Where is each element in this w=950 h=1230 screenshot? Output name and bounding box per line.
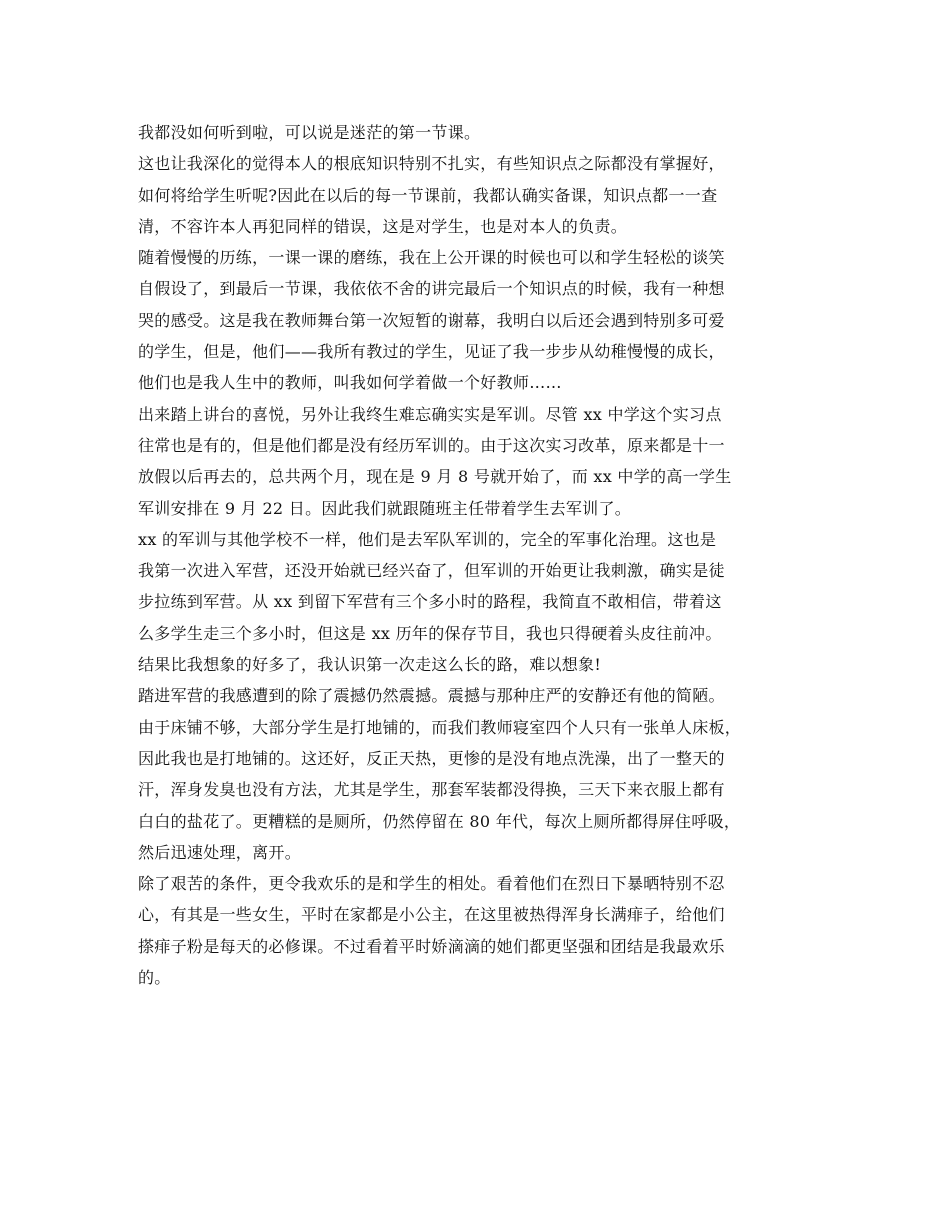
text-line: 的学生，但是，他们——我所有教过的学生，见证了我一步步从幼稚慢慢的成长， [138,342,725,362]
text-line: 我第一次进入军营，还没开始就已经兴奋了，但军训的开始更让我刺激，确实是徒 [138,561,725,581]
document-body [138,117,828,993]
text-line: 我都没如何听到啦，可以说是迷茫的第一节课。 [138,123,481,142]
text-line: 步拉练到军营。从 xx 到留下军营有三个多小时的路程，我简直不敢相信，带着这 [138,592,722,612]
text-line: 如何将给学生听呢?因此在以后的每一节课前，我都认确实备课，知识点都一一查 [138,185,718,205]
text-line: 这也让我深化的觉得本人的根底知识特别不扎实，有些知识点之际都没有掌握好， [138,154,725,174]
text-line: 搽痱子粉是每天的必修课。不过看着平时娇滴滴的她们都更坚强和团结是我最欢乐 [138,936,725,956]
text-line: xx 的军训与其他学校不一样，他们是去军队军训的，完全的军事化治理。这也是 [138,529,717,549]
text-line: 随着慢慢的历练，一课一课的磨练，我在上公开课的时候也可以和学生轻松的谈笑 [138,248,725,268]
text-line: 因此我也是打地铺的。这还好，反正天热，更惨的是没有地点洗澡，出了一整天的 [138,748,725,768]
text-line: 心，有其是一些女生，平时在家都是小公主，在这里被热得浑身长满痱子，给他们 [138,905,725,925]
text-line: 的。 [138,968,171,988]
text-line: 汗，浑身发臭也没有方法，尤其是学生，那套军装都没得换，三天下来衣服上都有 [138,780,725,800]
text-line: 自假设了，到最后一节课，我依依不舍的讲完最后一个知识点的时候，我有一种想 [138,279,725,299]
text-line: 由于床铺不够，大部分学生是打地铺的，而我们教师寝室四个人只有一张单人床板， [138,717,742,737]
text-line: 白白的盐花了。更糟糕的是厕所，仍然停留在 80 年代，每次上厕所都得屏住呼吸， [138,811,741,831]
text-line: 军训安排在 9 月 22 日。因此我们就跟随班主任带着学生去军训了。 [138,498,632,518]
text-line: 踏进军营的我感遭到的除了震撼仍然震撼。震撼与那种庄严的安静还有他的简陋。 [138,686,725,706]
text-line: 清，不容许本人再犯同样的错误，这是对学生，也是对本人的负责。 [138,216,628,236]
text-line: 结果比我想象的好多了，我认识第一次走这么长的路，难以想象! [138,655,602,675]
text-line: 哭的感受。这是我在教师舞台第一次短暂的谢幕，我明白以后还会遇到特别多可爱 [138,310,725,330]
text-line: 往常也是有的，但是他们都是没有经历军训的。由于这次实习改革，原来都是十一 [138,435,725,455]
text-line: 然后迅速处理，离开。 [138,842,302,862]
text-line: 他们也是我人生中的教师，叫我如何学着做一个好教师…… [138,373,562,393]
text-line: 除了艰苦的条件，更令我欢乐的是和学生的相处。看着他们在烈日下暴晒特别不忍 [138,874,725,894]
text-line: 出来踏上讲台的喜悦，另外让我终生难忘确实实是军训。尽管 xx 中学这个实习点 [138,404,722,424]
text-line: 么多学生走三个多小时，但这是 xx 历年的保存节目，我也只得硬着头皮往前冲。 [138,623,722,643]
text-line: 放假以后再去的，总共两个月，现在是 9 月 8 号就开始了，而 xx 中学的高一学生 [138,467,732,487]
